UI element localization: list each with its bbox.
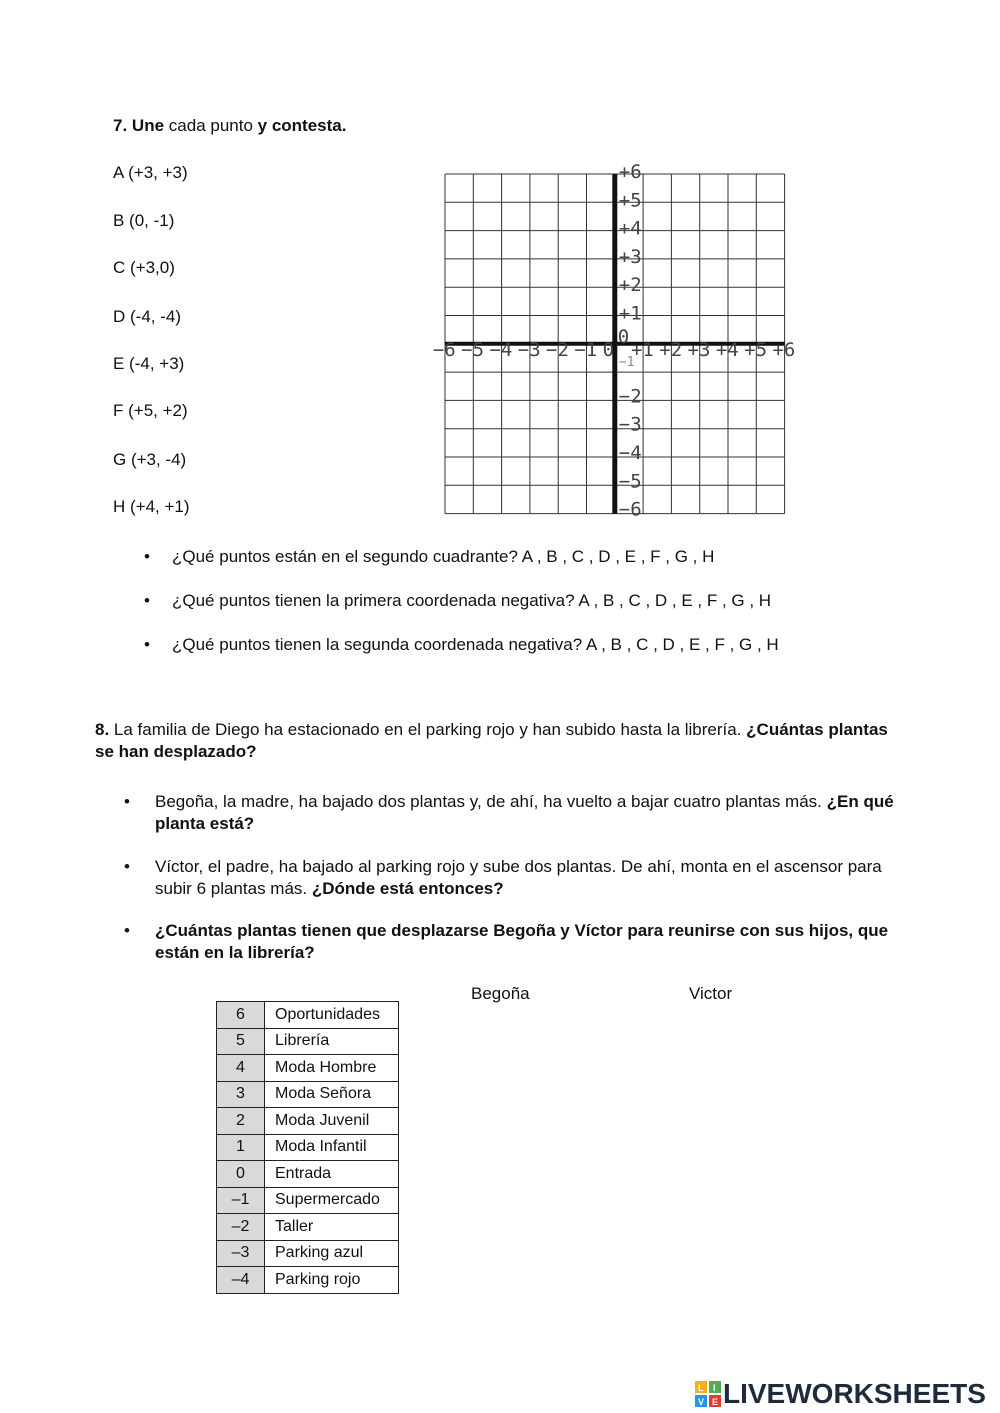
x-tick-label: −1 — [574, 338, 598, 361]
floor-name: Taller — [265, 1214, 399, 1241]
table-row — [217, 1002, 399, 1029]
x-tick-label: −3 — [517, 338, 541, 361]
x-tick-label: +4 — [715, 338, 739, 361]
floor-name: Parking rojo — [265, 1267, 399, 1294]
coordinate-grid-svg[interactable] — [420, 158, 800, 530]
floor-name: Moda Infantil — [265, 1134, 399, 1161]
floor-name: Parking azul — [265, 1240, 399, 1267]
floor-number: 6 — [217, 1002, 265, 1029]
table-row — [217, 1055, 399, 1082]
bullet-question: ¿Dónde está entonces? — [311, 879, 504, 898]
table-row — [217, 1081, 399, 1108]
exercise-7-title — [113, 116, 346, 136]
floor-number: 4 — [217, 1055, 265, 1082]
svg-text:L: L — [698, 1383, 704, 1393]
y-tick-label: −6 — [618, 498, 642, 521]
floor-name: Entrada — [265, 1161, 399, 1188]
x-tick-label: −6 — [432, 338, 456, 361]
y-tick-label: −1 — [618, 354, 635, 370]
table-row — [217, 1267, 399, 1294]
point-label-b: B (0, -1) — [113, 211, 175, 230]
point-label-h: H (+4, +1) — [113, 497, 190, 516]
point-label-e: E (-4, +3) — [113, 354, 185, 373]
bullet-text: Begoña, la madre, ha bajado dos plantas y, de ahí, ha vuelto a bajar cuatro plantas más. — [155, 792, 822, 811]
y-tick-label: +6 — [618, 161, 642, 183]
point-label-f: F (+5, +2) — [113, 401, 188, 420]
exercise-8-intro-question: ¿Cuántas plantas se han desplazado? — [95, 720, 888, 761]
exercise-7-mid: cada punto — [168, 116, 253, 135]
question-text: ¿Qué puntos tienen la primera coordenada negativa? A , B , C , D , E , F , G , H — [172, 591, 772, 610]
liveworksheets-wordmark: LIVEWORKSHEETS — [723, 1378, 986, 1409]
floor-number: –4 — [217, 1267, 265, 1294]
exercise-8-number: 8. — [95, 720, 110, 739]
x-tick-label: 0 — [602, 338, 615, 361]
floor-name: Oportunidades — [265, 1002, 399, 1029]
liveworksheets-logo-icon — [695, 1381, 721, 1407]
table-row — [217, 1028, 399, 1055]
floor-number: –2 — [217, 1214, 265, 1241]
y-tick-label: +3 — [618, 245, 642, 268]
liveworksheets-logo — [695, 1376, 986, 1412]
y-tick-label: −2 — [618, 385, 642, 408]
column-heading-begona: Begoña — [471, 984, 530, 1003]
x-tick-label: −4 — [489, 338, 513, 361]
column-heading-victor: Victor — [689, 984, 733, 1003]
floor-number: 3 — [217, 1081, 265, 1108]
point-label-g: G (+3, -4) — [113, 450, 187, 469]
floor-name: Supermercado — [265, 1187, 399, 1214]
floor-number: 1 — [217, 1134, 265, 1161]
bullet-question: ¿En qué planta está? — [155, 792, 894, 833]
exercise-8-intro-text: La familia de Diego ha estacionado en el parking rojo y han subido hasta la librería. — [113, 720, 742, 739]
floor-number: 5 — [217, 1028, 265, 1055]
svg-text:E: E — [712, 1397, 719, 1407]
table-row — [217, 1214, 399, 1241]
svg-text:V: V — [698, 1397, 705, 1407]
x-tick-label: +5 — [744, 338, 768, 361]
floor-number: 0 — [217, 1161, 265, 1188]
table-row — [217, 1161, 399, 1188]
y-tick-label: −4 — [618, 442, 642, 464]
exercise-8-intro — [95, 719, 905, 763]
table-row — [217, 1108, 399, 1135]
point-label-a: A (+3, +3) — [113, 163, 188, 182]
question-text: ¿Qué puntos están en el segundo cuadrante? A , B , C , D , E , F , G , H — [172, 547, 715, 566]
floor-number: 2 — [217, 1108, 265, 1135]
point-label-d: D (-4, -4) — [113, 307, 181, 326]
exercise-7-verb: Une — [131, 116, 165, 135]
point-label-c: C (+3,0) — [113, 258, 175, 277]
floor-name: Moda Señora — [265, 1081, 399, 1108]
question-text: ¿Qué puntos tienen la segunda coordenada negativa? A , B , C , D , E , F , G , H — [172, 635, 779, 654]
floor-name: Librería — [265, 1028, 399, 1055]
origin-label: 0 — [617, 325, 630, 348]
y-tick-label: +5 — [618, 189, 642, 212]
x-tick-label: +6 — [772, 338, 796, 361]
bullet-text: Víctor, el padre, ha bajado al parking rojo y sube dos plantas. De ahí, monta en el ascensor para subir 6 plantas más. — [155, 857, 882, 898]
floor-number: –3 — [217, 1240, 265, 1267]
bullet-dot: • — [144, 547, 150, 566]
table-row — [217, 1240, 399, 1267]
x-tick-label: +1 — [630, 338, 654, 361]
table-row — [217, 1134, 399, 1161]
bullet-dot: • — [124, 857, 130, 876]
y-tick-label: +2 — [618, 274, 642, 297]
y-tick-label: +1 — [618, 302, 642, 325]
bullet-question: ¿Cuántas plantas tienen que desplazarse Begoña y Víctor para reunirse con sus hijos, que están en la librería? — [155, 921, 889, 962]
coordinate-grid[interactable] — [420, 158, 800, 530]
x-tick-label: +2 — [659, 338, 683, 361]
y-tick-label: −3 — [618, 413, 642, 436]
y-tick-label: +4 — [618, 217, 642, 240]
bullet-dot: • — [144, 635, 150, 654]
table-row — [217, 1187, 399, 1214]
floors-table — [216, 1001, 399, 1294]
bullet-dot: • — [144, 591, 150, 610]
floor-name: Moda Juvenil — [265, 1108, 399, 1135]
bullet-dot: • — [124, 792, 130, 811]
bullet-dot: • — [124, 921, 130, 940]
exercise-7-end: y contesta. — [257, 116, 347, 135]
x-tick-label: −2 — [546, 338, 569, 361]
floor-number: –1 — [217, 1187, 265, 1214]
exercise-7-number: 7. — [113, 116, 128, 135]
x-tick-label: −5 — [461, 338, 485, 361]
svg-text:I: I — [713, 1383, 716, 1393]
x-tick-label: +3 — [687, 338, 711, 361]
floor-name: Moda Hombre — [265, 1055, 399, 1082]
y-tick-label: −5 — [618, 470, 642, 493]
